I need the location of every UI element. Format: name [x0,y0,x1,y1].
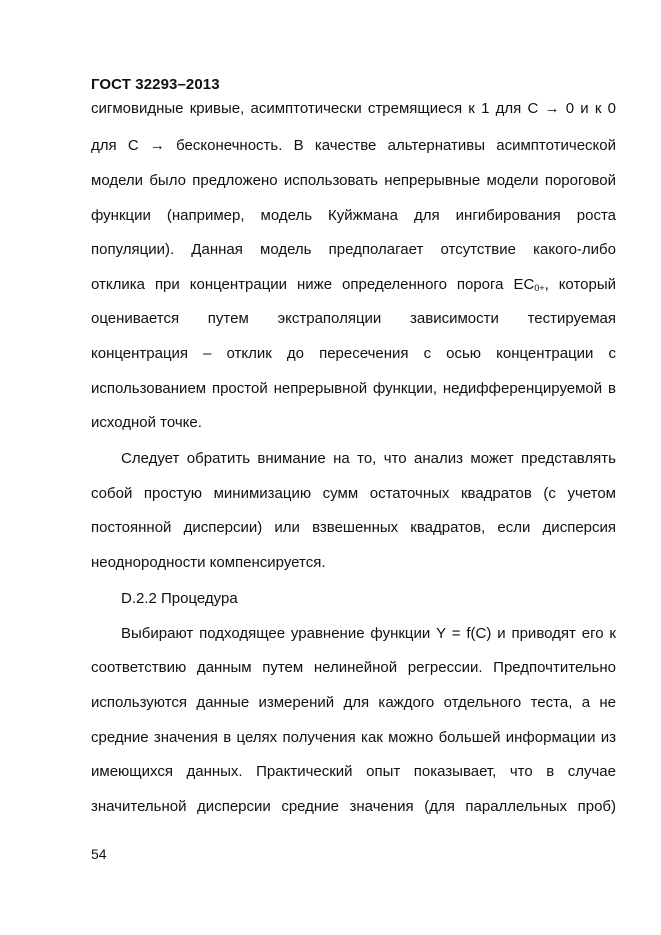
text-line: постоянной дисперсии) или взвешенных квадратов, если дисперсия [91,519,616,536]
text-line: собой простую минимизацию сумм остаточных квадратов (с учетом [91,485,616,502]
text-line-ec [91,276,616,293]
text-line: модели было предложено использовать непрерывные модели пороговой [91,172,616,189]
text-line: функции (например, модель Куйжмана для ингибирования роста [91,207,616,224]
ec-suffix: , который [544,276,616,293]
text-line: значительной дисперсии средние значения (для параллельных проб) [91,798,616,815]
text-line: концентрация – отклик до пересечения с осью концентрации с [91,345,616,362]
text-line: исходной точке. [91,414,202,431]
text-line: имеющихся данных. Практический опыт показывает, что в случае [91,763,616,780]
ec-subscript: 0+ [534,283,545,293]
text-line: Следует обратить внимание на то, что анализ может представлять [121,450,616,467]
text-line: используются данные измерений для каждого отдельного теста, а не [91,694,616,711]
text-line: оценивается путем экстраполяции зависимости тестируемая [91,310,616,327]
text-line: Выбирают подходящее уравнение функции Y = f(C) и приводят его к [121,625,616,642]
text-line: популяции). Данная модель предполагает отсутствие какого-либо [91,241,616,258]
page-number: 54 [91,846,107,862]
text-line: сигмовидные кривые, асимптотически стремящиеся к 1 для C → 0 и к 0 [91,100,616,117]
section-heading: D.2.2 Процедура [121,590,238,607]
text-line: неоднородности компенсируется. [91,554,326,571]
document-header: ГОСТ 32293–2013 [91,76,220,93]
ec-text: отклика при концентрации ниже определенного порога EC [91,276,535,293]
text-line: средние значения в целях получения как можно большей информации из [91,729,616,746]
text-line: соответствию данным путем нелинейной регрессии. Предпочтительно [91,659,616,676]
text-line: для C → бесконечность. В качестве альтернативы асимптотической [91,137,616,154]
text-line: использованием простой непрерывной функции, недифференцируемой в [91,380,616,397]
